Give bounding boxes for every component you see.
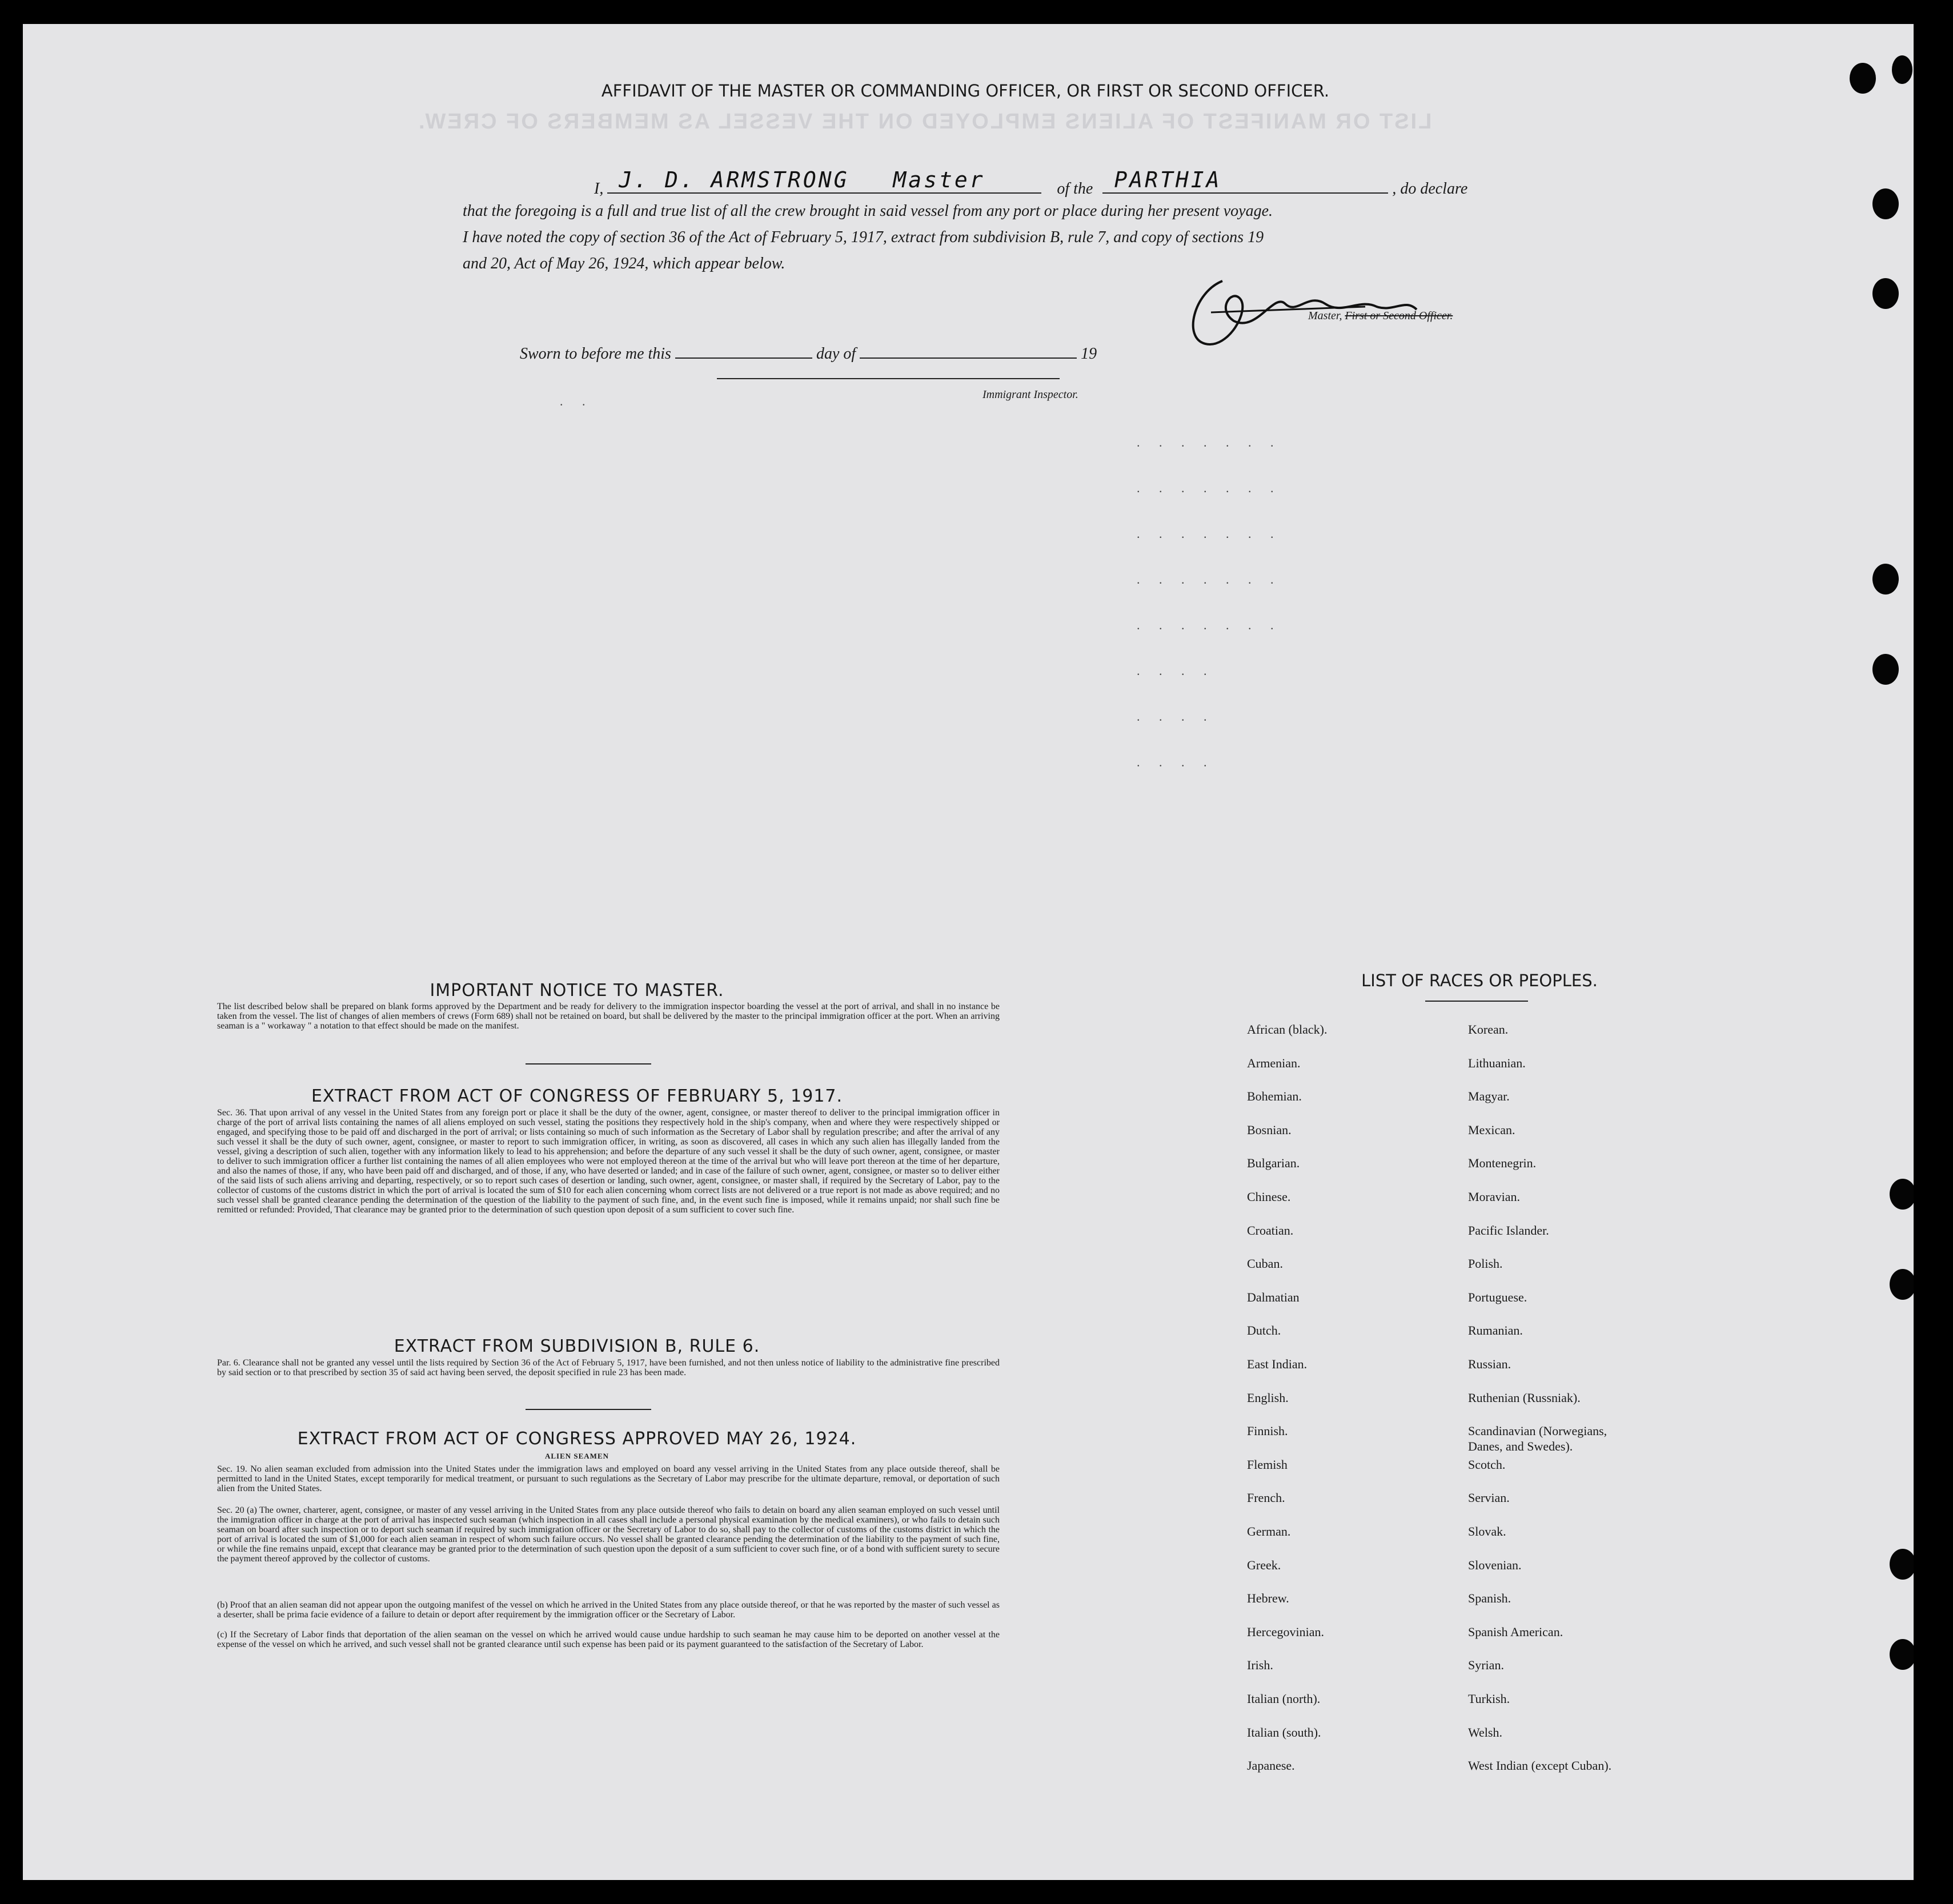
race-right-item: Spanish American.	[1468, 1624, 1563, 1639]
bleed-dots: . . . . . . .	[1137, 527, 1282, 541]
affidavit-line-3: I have noted the copy of section 36 of the Act of February 5, 1917, extract from subdivision B, rule 7, and copy of sections 19	[463, 228, 1264, 246]
races-title: LIST OF RACES OR PEOPLES.	[1361, 971, 1598, 990]
race-right-item: Mexican.	[1468, 1122, 1515, 1137]
extract-rule-text: Par. 6. Clearance shall not be granted any vessel until the lists required by Section 36 of the Act of February 5, 1917, have been furnished, and not then unless notice of liability to the administrative fine prescribed by said section or to that prescribed by section 35 of said act having been served, the deposit specified in rule 23 has been made.	[217, 1358, 1000, 1377]
affidavit-line-4: and 20, Act of May 26, 1924, which appear below.	[463, 255, 785, 272]
race-right-item: Scotch.	[1468, 1457, 1506, 1472]
race-left-item: Hebrew.	[1247, 1591, 1289, 1606]
race-right-item: Russian.	[1468, 1357, 1511, 1371]
punch-hole	[1872, 654, 1899, 685]
extract-1917-text: Sec. 36. That upon arrival of any vessel in the United States from any foreign port or place it shall be the duty of the owner, agent, consignee, or master thereof to deliver to the principal immigration officer in charge of the port of arrival lists containing the names of all aliens employed on such vessel, stating the positions they respectively hold in the ship's company, when and where they were respectively shipped or engaged, and specifying those to be paid off and discharged in the port of arrival; or lists containing so much of such information as the Secretary of Labor shall by regulation prescribe; and after the arrival of any such vessel it shall be the duty of such owner, agent, consignee, or master to report to such immigration officer, in writing, as soon as discovered, all cases in which any such alien has illegally landed from the vessel, giving a description of such alien, together with any information likely to lead to his apprehension; and before the departure of any such vessel it shall be the duty of such owner, agent, consignee, or master to deliver to such immigration officer a further list containing the names of all alien employees who were not employed thereon at the time of the arrival but who will leave port thereon at the time of her departure, and also the names of those, if any, who have been paid off and discharged, and of those, if any, who have deserted or landed; and in case of the failure of such owner, agent, consignee, or master so to deliver either of the said lists of such aliens arriving and departing, respectively, or so to report such cases of desertion or landing, such owner, agent, consignee, or master shall, if required by the Secretary of Labor, pay to the collector of customs of the customs district in which the port of arrival is located the sum of $10 for each alien concerning whom correct lists are not delivered or a true report is not made as above required; and no such vessel shall be granted clearance pending the determination of the question of the liability to the payment of such fine, and, in the event such fine is imposed, while it remains unpaid; nor shall such fine be remitted or refunded: Provided, That clearance may be granted prior to the determination of such question upon deposit of a sum sufficient to cover such fine.	[217, 1108, 1000, 1215]
affidavit-title: AFFIDAVIT OF THE MASTER OR COMMANDING OFFICER, OR FIRST OR SECOND OFFICER.	[601, 81, 1330, 101]
bleed-dots: . . . . . . .	[1137, 618, 1282, 632]
race-right-item: Pacific Islander.	[1468, 1223, 1549, 1238]
extract-rule-title: EXTRACT FROM SUBDIVISION B, RULE 6.	[394, 1336, 760, 1356]
race-right-item: Spanish.	[1468, 1591, 1511, 1606]
i-label: I,	[594, 180, 604, 198]
inspector-caption: Immigrant Inspector.	[982, 388, 1078, 401]
race-right-item: Turkish.	[1468, 1692, 1510, 1706]
race-left-item: Dalmatian	[1247, 1290, 1300, 1304]
race-right-item: Montenegrin.	[1468, 1156, 1537, 1171]
race-scandinavian-cont: Danes, and Swedes).	[1468, 1439, 1573, 1453]
signature-caption-master: Master,	[1308, 310, 1342, 322]
document-page	[23, 24, 1914, 1880]
signature-caption-struck: First or Second Officer.	[1345, 310, 1453, 322]
race-right-item: Scandinavian (Norwegians,	[1468, 1424, 1607, 1439]
section-divider	[526, 1063, 651, 1065]
affidavit-line-2: that the foregoing is a full and true list of all the crew brought in said vessel from any port or place during her present voyage.	[463, 202, 1273, 220]
vessel-field	[1102, 167, 1388, 194]
race-left-item: Irish.	[1247, 1658, 1273, 1673]
race-left-item: Cuban.	[1247, 1256, 1283, 1271]
name-field	[607, 167, 1041, 194]
bleed-dots: . . . . . . .	[1137, 435, 1282, 449]
race-left-item: Italian (north).	[1247, 1692, 1321, 1706]
race-right-item: Slovenian.	[1468, 1557, 1522, 1572]
sworn-day-field	[675, 346, 812, 359]
race-left-item: Bosnian.	[1247, 1122, 1292, 1137]
race-right-item: Rumanian.	[1468, 1323, 1523, 1338]
race-left-item: Bulgarian.	[1247, 1156, 1300, 1171]
race-left-item: Finnish.	[1247, 1424, 1288, 1439]
races-divider	[1425, 1001, 1528, 1002]
affidavit-line-1	[463, 167, 1582, 198]
punch-hole	[1890, 1639, 1914, 1670]
race-left-item: Croatian.	[1247, 1223, 1294, 1238]
extract-1924-sec20b: (b) Proof that an alien seaman did not appear upon the outgoing manifest of the vessel on which he arrived in the United States from any place outside thereof, or that he was reported by the master of such vessel as a deserter, shall be prima facie evidence of a failure to detain or deport after requirement by the immigration officer or the Secretary of Labor.	[217, 1600, 1000, 1620]
punch-hole	[1872, 278, 1899, 309]
bleed-dots: . . . .	[1137, 755, 1215, 769]
punch-hole	[1890, 1269, 1914, 1300]
extract-1924-sec19: Sec. 19. No alien seaman excluded from admission into the United States under the immigration laws and employed on board any vessel arriving in the United States from any place outside thereof, shall be permitted to land in the United States, except temporarily for medical treatment, or pursuant to such regulations as the Secretary of Labor may prescribe for the ultimate departure, removal, or deportation of such alien from the United States.	[217, 1464, 1000, 1493]
punch-hole	[1890, 1549, 1914, 1580]
race-left-item: Greek.	[1247, 1557, 1281, 1572]
race-left-item: Japanese.	[1247, 1758, 1295, 1773]
bleed-dots: . . . .	[1137, 709, 1215, 724]
sworn-line	[520, 345, 1639, 363]
race-left-item: Chinese.	[1247, 1190, 1291, 1204]
race-left-item: French.	[1247, 1491, 1285, 1505]
day-of-label: day of	[816, 345, 856, 363]
bleed-through-heading: LIST OR MANIFEST OF ALIENS EMPLOYED ON THE VESSEL AS MEMBERS OF CREW.	[417, 110, 1432, 134]
race-left-item: Bohemian.	[1247, 1089, 1302, 1104]
race-right-item: Moravian.	[1468, 1190, 1521, 1204]
punch-hole	[1872, 564, 1899, 595]
race-right-item: Welsh.	[1468, 1725, 1502, 1740]
race-right-item: Magyar.	[1468, 1089, 1510, 1104]
punch-hole	[1890, 1179, 1914, 1210]
vessel-handwritten: PARTHIA	[1114, 167, 1222, 192]
race-right-item: Syrian.	[1468, 1658, 1504, 1673]
sworn-month-field	[860, 346, 1077, 359]
bleed-dots: . .	[560, 394, 593, 408]
race-left-item: English.	[1247, 1390, 1289, 1405]
bleed-dots: . . . . . . .	[1137, 481, 1282, 495]
punch-hole	[1892, 55, 1912, 84]
race-right-item: Portuguese.	[1468, 1290, 1527, 1304]
race-left-item: Italian (south).	[1247, 1725, 1321, 1740]
race-left-item: Armenian.	[1247, 1055, 1301, 1070]
of-the-label: of the	[1057, 180, 1093, 198]
punch-hole	[1872, 188, 1899, 219]
race-right-item: West Indian (except Cuban).	[1468, 1758, 1612, 1773]
race-left-item: Hercegovinian.	[1247, 1624, 1324, 1639]
race-right-item: Slovak.	[1468, 1524, 1506, 1539]
race-right-item: Servian.	[1468, 1491, 1510, 1505]
bleed-dots: . . . . . . .	[1137, 572, 1282, 587]
race-right-item: Korean.	[1468, 1022, 1509, 1037]
race-left-item: African (black).	[1247, 1022, 1328, 1037]
race-right-item: Lithuanian.	[1468, 1055, 1526, 1070]
signature-caption	[1308, 310, 1453, 323]
year-label: 19	[1081, 345, 1097, 363]
bleed-dots: . . . .	[1137, 664, 1215, 678]
race-left-item: German.	[1247, 1524, 1291, 1539]
notice-title: IMPORTANT NOTICE TO MASTER.	[430, 981, 724, 1001]
sworn-label: Sworn to before me this	[520, 345, 671, 363]
race-right-item: Polish.	[1468, 1256, 1503, 1271]
race-left-item: Dutch.	[1247, 1323, 1281, 1338]
extract-1924-sec20c: (c) If the Secretary of Labor finds that deportation of the alien seaman on the vessel on which he arrived would cause undue hardship to such seaman he may cause him to be deported on another vessel at the expense of the vessel on which he arrived, and such vessel shall not be granted clearance until such expense has been paid or its payment guaranteed to the satisfaction of the Secretary of Labor.	[217, 1630, 1000, 1649]
extract-1924-title: EXTRACT FROM ACT OF CONGRESS APPROVED MAY 26, 1924.	[297, 1429, 857, 1449]
race-right-item: Ruthenian (Russniak).	[1468, 1390, 1581, 1405]
do-declare-label: , do declare	[1392, 180, 1468, 198]
rank-handwritten: Master	[893, 167, 985, 192]
extract-1924-subtitle: ALIEN SEAMEN	[544, 1452, 609, 1460]
extract-1917-title: EXTRACT FROM ACT OF CONGRESS OF FEBRUARY 5, 1917.	[311, 1086, 843, 1106]
race-left-item: East Indian.	[1247, 1357, 1308, 1371]
notice-text: The list described below shall be prepared on blank forms approved by the Department and be ready for delivery to the immigration inspector boarding the vessel at the port of arrival, and shall in no instance be taken from the vessel. The list of changes of alien members of crews (Form 689) shall not be retained on board, but shall be delivered by the master to the principal immigration officer at the port. When an arriving seaman is a " workaway " a notation to that effect should be made on the manifest.	[217, 1002, 1000, 1031]
name-handwritten: J. D. ARMSTRONG	[619, 167, 849, 192]
inspector-signature-line	[717, 378, 1060, 379]
extract-1924-sec20a: Sec. 20 (a) The owner, charterer, agent, consignee, or master of any vessel arriving in the United States from any place outside thereof who fails to detain on board any alien seaman employed on such vessel until the immigration officer in charge at the port of arrival has inspected such seaman (which inspection in all cases shall include a personal physical examination by the medical examiners), or who fails to detain such seaman on board after such inspection or to deport such seaman if required by such immigration officer or the Secretary of Labor to do so, shall pay to the collector of customs of the customs district in which the port of arrival is located the sum of $1,000 for each alien seaman in respect of whom such failure occurs. No vessel shall be granted clearance pending the determination of the liability to the payment of such fine, or while the fine remains unpaid, except that clearance may be granted prior to the determination of such question upon the deposit of a sum sufficient to cover such fine, or of a bond with sufficient surety to secure the payment thereof approved by the collector of customs.	[217, 1505, 1000, 1564]
punch-hole	[1850, 63, 1876, 94]
race-left-item: Flemish	[1247, 1457, 1288, 1472]
section-divider	[526, 1409, 651, 1410]
